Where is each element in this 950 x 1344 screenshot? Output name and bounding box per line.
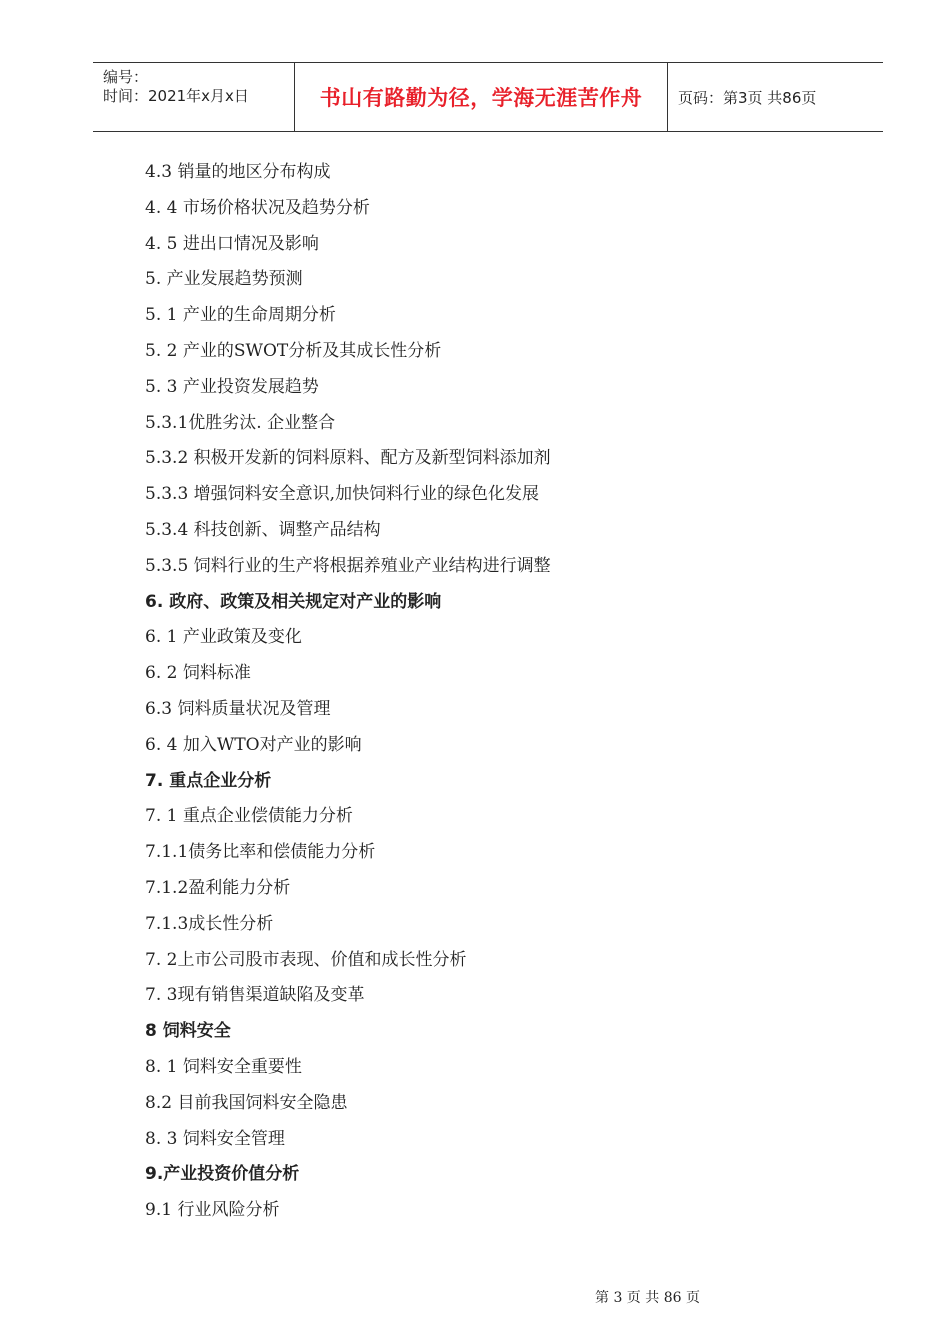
toc-item: 6. 1 产业政策及变化 (145, 627, 302, 648)
toc-item: 7.1.2盈利能力分析 (145, 877, 291, 898)
toc-item: 9.1 行业风险分析 (145, 1200, 280, 1221)
toc-item: 8.2 目前我国饲料安全隐患 (145, 1092, 348, 1113)
header-motto-cell (295, 63, 668, 131)
toc-item: 7.1.3成长性分析 (145, 913, 274, 934)
toc-item: 8. 1 饲料安全重要性 (145, 1056, 302, 1077)
document-time-label: 时间：2021年x月x日 (103, 87, 249, 105)
toc-item: 5.3.4 科技创新、调整产品结构 (145, 519, 381, 540)
toc-item: 5.3.1优胜劣汰. 企业整合 (145, 412, 336, 433)
toc-item: 4. 4 市场价格状况及趋势分析 (145, 197, 370, 218)
toc-item: 7. 3现有销售渠道缺陷及变革 (145, 985, 365, 1006)
toc-item: 7.1.1债务比率和偿债能力分析 (145, 842, 376, 863)
toc-item: 6. 4 加入WTO对产业的影响 (145, 734, 362, 755)
header-meta-cell (93, 63, 295, 131)
toc-item: 6. 2 饲料标准 (145, 663, 251, 684)
toc-item: 5. 3 产业投资发展趋势 (145, 376, 319, 397)
toc-section-heading: 7. 重点企业分析 (145, 770, 272, 791)
page-footer-number: 第 3 页 共 86 页 (595, 1290, 700, 1306)
toc-item: 7. 2上市公司股市表现、价值和成长性分析 (145, 949, 467, 970)
toc-item: 5.3.3 增强饲料安全意识,加快饲料行业的绿色化发展 (145, 484, 540, 505)
toc-section-heading: 8 饲料安全 (145, 1021, 231, 1042)
toc-item: 5. 产业发展趋势预测 (145, 269, 303, 290)
toc-section-heading: 6. 政府、政策及相关规定对产业的影响 (145, 591, 442, 612)
toc-item: 5.3.5 饲料行业的生产将根据养殖业产业结构进行调整 (145, 555, 551, 576)
header-page-info: 页码：第3页 共86页 (678, 88, 817, 107)
toc-item: 4.3 销量的地区分布构成 (145, 162, 331, 182)
toc-item: 5.3.2 积极开发新的饲料原料、配方及新型饲料添加剂 (145, 448, 551, 469)
document-code-label: 编号： (103, 68, 149, 86)
toc-item: 5. 2 产业的SWOT分析及其成长性分析 (145, 340, 442, 361)
toc-item: 6.3 饲料质量状况及管理 (145, 698, 331, 719)
toc-item: 5. 1 产业的生命周期分析 (145, 305, 336, 326)
header-motto: 书山有路勤为径，学海无涯苦作舟 (319, 86, 643, 110)
toc-item: 4. 5 进出口情况及影响 (145, 233, 319, 254)
page-header (93, 62, 883, 132)
header-page-cell (668, 63, 883, 131)
toc-section-heading: 9.产业投资价值分析 (145, 1164, 300, 1185)
toc-item: 7. 1 重点企业偿债能力分析 (145, 806, 353, 827)
table-of-contents (145, 155, 865, 1229)
toc-item: 8. 3 饲料安全管理 (145, 1128, 285, 1149)
